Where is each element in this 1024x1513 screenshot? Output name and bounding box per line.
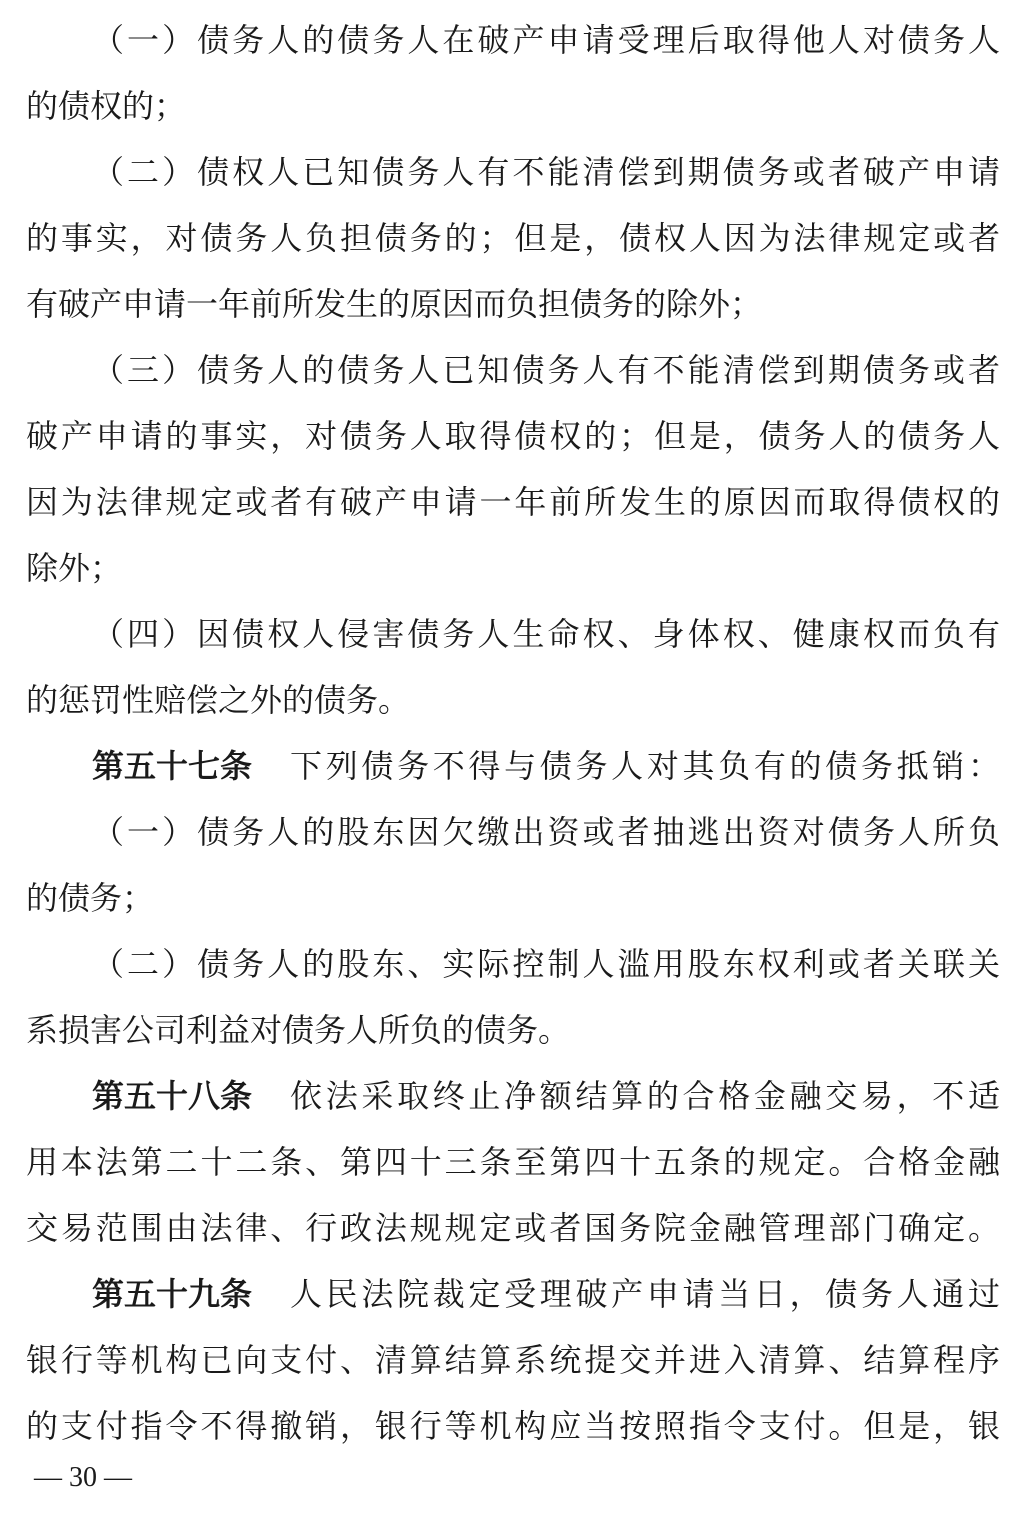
page-number: — 30 — xyxy=(34,1462,132,1493)
article-heading: 第五十九条 xyxy=(92,1275,253,1313)
text-line: 的债务； xyxy=(26,879,155,917)
text-line: 交易范围由法律、行政法规规定或者国务院金融管理部门确定。 xyxy=(26,1209,1000,1247)
text-line: 因为法律规定或者有破产申请一年前所发生的原因而取得债权的 xyxy=(26,483,1000,521)
text-line: （四）因债权人侵害债务人生命权、身体权、健康权而负有 xyxy=(92,615,1000,653)
text-line: 的债权的； xyxy=(26,87,187,125)
article-59-line xyxy=(92,1272,1000,1316)
text-line: （二）债权人已知债务人有不能清偿到期债务或者破产申请 xyxy=(92,153,1000,191)
text-line: 系损害公司利益对债务人所负的债务。 xyxy=(26,1011,571,1049)
text-line: 的惩罚性赔偿之外的债务。 xyxy=(26,681,411,719)
text-line: 除外； xyxy=(26,549,123,587)
article-57-line xyxy=(92,744,1000,788)
text-line: 下列债务不得与债务人对其负有的债务抵销： xyxy=(290,747,1000,785)
text-line: （一）债务人的债务人在破产申请受理后取得他人对债务人 xyxy=(92,21,1000,59)
text-line: 的支付指令不得撤销，银行等机构应当按照指令支付。但是，银 xyxy=(26,1407,1000,1445)
article-heading: 第五十七条 xyxy=(92,747,253,785)
text-line: （二）债务人的股东、实际控制人滥用股东权利或者关联关 xyxy=(92,945,1000,983)
text-line: （三）债务人的债务人已知债务人有不能清偿到期债务或者 xyxy=(92,351,1000,389)
text-line: 银行等机构已向支付、清算结算系统提交并进入清算、结算程序 xyxy=(26,1341,1000,1379)
text-line: 的事实，对债务人负担债务的；但是，债权人因为法律规定或者 xyxy=(26,219,1000,257)
text-line: （一）债务人的股东因欠缴出资或者抽逃出资对债务人所负 xyxy=(92,813,1000,851)
article-heading: 第五十八条 xyxy=(92,1077,253,1115)
text-line: 有破产申请一年前所发生的原因而负担债务的除外； xyxy=(26,285,763,323)
text-line: 破产申请的事实，对债务人取得债权的；但是，债务人的债务人 xyxy=(26,417,1000,455)
article-58-line xyxy=(92,1074,1000,1118)
text-line: 人民法院裁定受理破产申请当日，债务人通过 xyxy=(290,1275,1000,1313)
text-line: 用本法第二十二条、第四十三条至第四十五条的规定。合格金融 xyxy=(26,1143,1000,1181)
text-line: 依法采取终止净额结算的合格金融交易，不适 xyxy=(290,1077,1000,1115)
